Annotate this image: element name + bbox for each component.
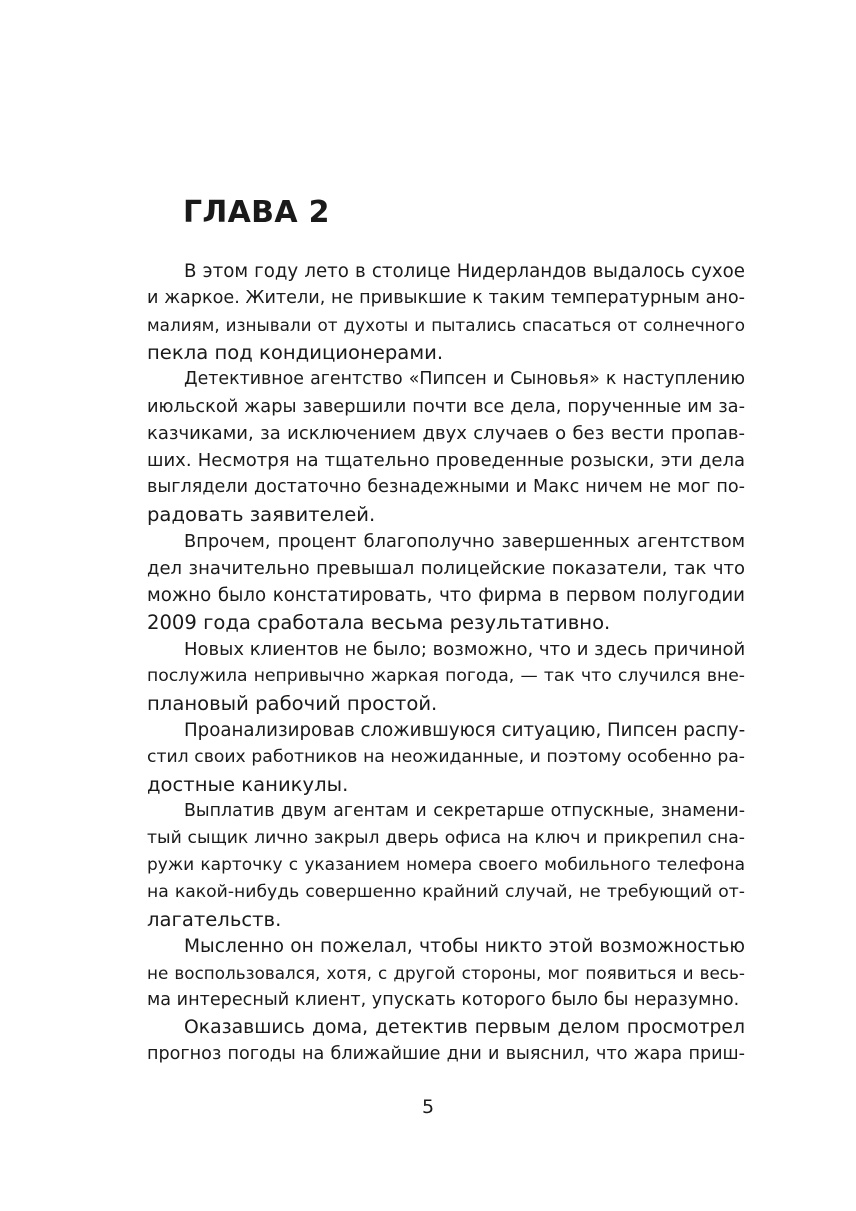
text-line: июльской жары завершили почти все дела, порученные им за- [147,396,745,417]
text-line: радовать заявителей. [147,503,376,526]
text-line: Детективное агентство «Пипсен и Сыновья» к наступлению [184,369,745,389]
text-line: и жаркое. Жители, не привыкшие к таким температурным ано- [147,288,745,308]
page-number: 5 [421,1096,435,1118]
text-line: Мысленно он пожелал, чтобы никто этой возможностью [184,936,745,957]
text-line: Новых клиентов не было; возможно, что и здесь причиной [184,639,745,660]
text-line: ма интересный клиент, упускать которого было бы неразумно. [147,990,740,1010]
text-line: стил своих работников на неожиданные, и поэтому особенно ра- [147,747,745,767]
text-line: выглядели достаточно безнадежными и Макс ничем не мог по- [147,477,745,497]
text-line: дел значительно превышал полицейские показатели, так что [147,558,745,579]
text-line: Выплатив двум агентам и секретарше отпускные, знамени- [184,801,745,821]
text-line: послужила непривычно жаркая погода, — так что случился вне- [147,666,745,686]
text-line: Проанализировав сложившуюся ситуацию, Пипсен распу- [184,720,745,741]
text-line: малиям, изнывали от духоты и пытались спасаться от солнечного [147,315,745,335]
text-line: достные каникулы. [147,773,349,796]
text-line: В этом году лето в столице Нидерландов выдалось сухое [184,261,745,282]
body-text [147,258,745,1068]
text-line: ших. Несмотря на тщательно проведенные розыски, эти дела [147,450,745,471]
text-line: на какой-нибудь совершенно крайний случай, не требующий от- [147,882,745,902]
text-line: ружи карточку с указанием номера своего мобильного телефона [147,855,745,875]
text-line: прогноз погоды на ближайшие дни и выяснил, что жара приш- [147,1044,745,1064]
text-line: пекла под кондиционерами. [147,341,444,364]
text-line: плановый рабочий простой. [147,692,438,715]
text-line: тый сыщик лично закрыл дверь офиса на ключ и прикрепил сна- [147,828,745,848]
text-line: можно было констатировать, что фирма в первом полугодии [147,585,745,606]
chapter-title: ГЛАВА 2 [183,195,330,230]
text-line: Впрочем, процент благополучно завершенных агентством [184,531,745,552]
text-line: 2009 года сработала весьма результативно. [147,611,611,634]
text-line: казчиками, за исключением двух случаев о без вести пропав- [147,423,745,444]
text-line: Оказавшись дома, детектив первым делом просмотрел [184,1017,745,1038]
text-line: не воспользовался, хотя, с другой стороны, мог появиться и весь- [147,963,745,983]
text-line: лагательств. [147,908,282,931]
